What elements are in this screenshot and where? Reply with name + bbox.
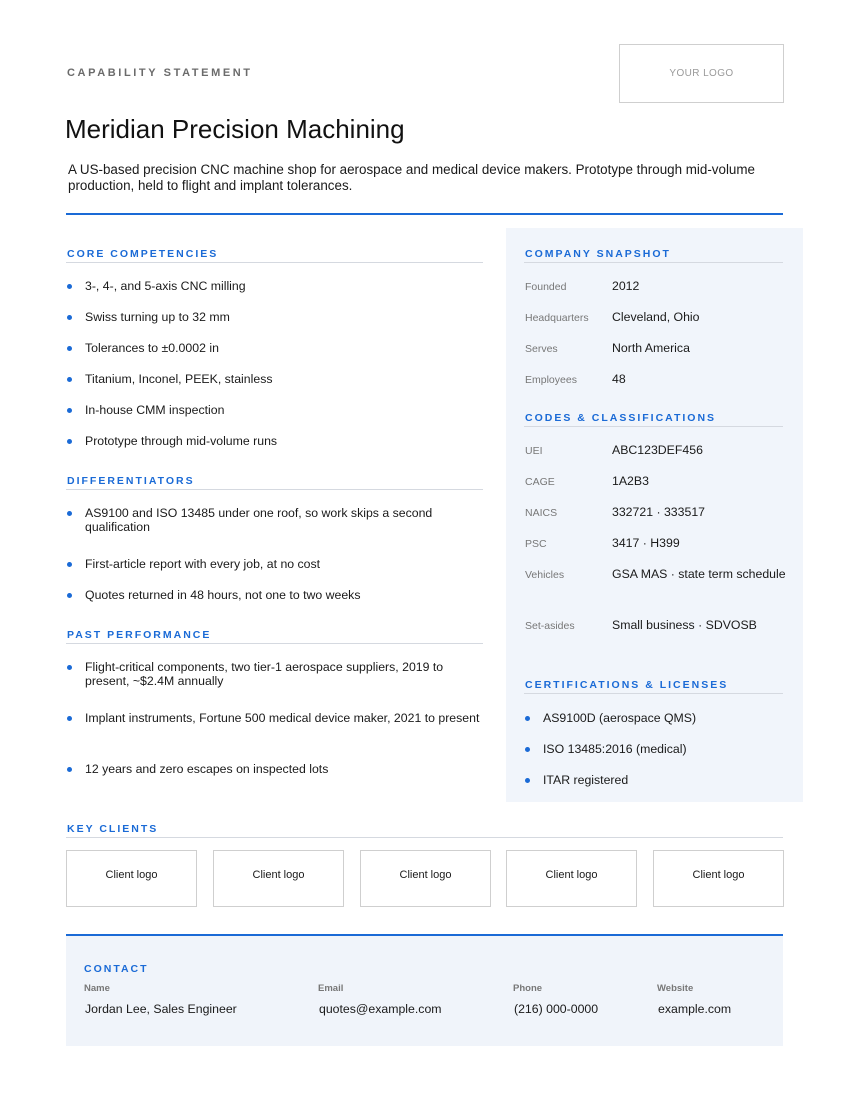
snapshot-value: North America <box>612 341 690 355</box>
differentiator-item: Quotes returned in 48 hours, not one to two weeks <box>85 588 475 602</box>
code-value: ABC123DEF456 <box>612 443 703 457</box>
differentiator-item: AS9100 and ISO 13485 under one roof, so work skips a second qualification <box>85 506 475 534</box>
snapshot-value: 48 <box>612 372 626 386</box>
client-logo-label: Client logo <box>252 869 305 881</box>
certification-item: ITAR registered <box>543 773 773 787</box>
section-divider <box>524 426 783 427</box>
differentiator-item: First-article report with every job, at no cost <box>85 557 475 571</box>
snapshot-key: Serves <box>525 343 558 355</box>
competency-item: Swiss turning up to 32 mm <box>85 310 475 324</box>
code-key: Vehicles <box>525 569 565 581</box>
competency-item: 3-, 4-, and 5-axis CNC milling <box>85 279 475 293</box>
differentiators-heading: DIFFERENTIATORS <box>67 475 195 487</box>
client-logo-label: Client logo <box>692 869 745 881</box>
snapshot-key: Employees <box>525 374 577 386</box>
header-divider <box>66 213 783 215</box>
logo-placeholder-text: YOUR LOGO <box>669 68 734 79</box>
company-intro: A US-based precision CNC machine shop for aerospace and medical device makers. Prototype through mid-volume production, held to flight and implant tolerances. <box>68 162 755 193</box>
key-clients-heading: KEY CLIENTS <box>67 823 159 835</box>
contact-phone-value[interactable]: (216) 000-0000 <box>514 1002 599 1016</box>
competency-item: Titanium, Inconel, PEEK, stainless <box>85 372 475 386</box>
competency-item: Tolerances to ±0.0002 in <box>85 341 475 355</box>
section-divider <box>66 837 783 838</box>
code-key: Set-asides <box>525 620 575 632</box>
contact-name-value: Jordan Lee, Sales Engineer <box>85 1002 237 1016</box>
past-performance-item: Implant instruments, Fortune 500 medical device maker, 2021 to present <box>85 711 480 725</box>
code-value: 1A2B3 <box>612 474 649 488</box>
company-snapshot-heading: COMPANY SNAPSHOT <box>525 248 671 260</box>
contact-name-key: Name <box>84 983 110 994</box>
client-logo-label: Client logo <box>399 869 452 881</box>
code-value: 3417 · H399 <box>612 536 680 550</box>
contact-phone-key: Phone <box>513 983 543 994</box>
section-divider <box>66 262 483 263</box>
code-key: UEI <box>525 445 543 457</box>
section-divider <box>524 693 783 694</box>
code-value: GSA MAS · state term schedule <box>612 567 786 581</box>
client-logo-box <box>506 850 637 907</box>
snapshot-key: Headquarters <box>525 312 589 324</box>
code-value: Small business · SDVOSB <box>612 618 757 632</box>
certifications-heading: CERTIFICATIONS & LICENSES <box>525 679 729 691</box>
logo-placeholder <box>619 44 784 103</box>
code-key: NAICS <box>525 507 558 519</box>
company-name: Meridian Precision Machining <box>65 114 405 144</box>
codes-heading: CODES & CLASSIFICATIONS <box>525 412 717 424</box>
section-divider <box>66 489 483 490</box>
certification-item: ISO 13485:2016 (medical) <box>543 742 773 756</box>
client-logo-box <box>653 850 784 907</box>
past-performance-heading: PAST PERFORMANCE <box>67 629 212 641</box>
client-logo-box <box>213 850 344 907</box>
snapshot-value: Cleveland, Ohio <box>612 310 700 324</box>
code-key: CAGE <box>525 476 555 488</box>
document-type-label: CAPABILITY STATEMENT <box>67 67 253 79</box>
code-value: 332721 · 333517 <box>612 505 705 519</box>
section-divider <box>66 643 483 644</box>
client-logo-box <box>360 850 491 907</box>
competency-item: In-house CMM inspection <box>85 403 475 417</box>
client-logo-label: Client logo <box>545 869 598 881</box>
snapshot-value: 2012 <box>612 279 640 293</box>
client-logo-box <box>66 850 197 907</box>
client-logo-label: Client logo <box>105 869 158 881</box>
competency-item: Prototype through mid-volume runs <box>85 434 475 448</box>
contact-website-value[interactable]: example.com <box>658 1002 732 1016</box>
contact-website-key: Website <box>657 983 694 994</box>
past-performance-item: Flight-critical components, two tier-1 aerospace suppliers, 2019 to present, ~$2.4M annually <box>85 660 480 688</box>
section-divider <box>524 262 783 263</box>
contact-email-value[interactable]: quotes@example.com <box>319 1002 442 1016</box>
code-key: PSC <box>525 538 547 550</box>
core-competencies-heading: CORE COMPETENCIES <box>67 248 219 260</box>
certification-item: AS9100D (aerospace QMS) <box>543 711 773 725</box>
contact-heading: CONTACT <box>84 963 149 975</box>
contact-email-key: Email <box>318 983 344 994</box>
past-performance-item: 12 years and zero escapes on inspected lots <box>85 762 480 776</box>
snapshot-key: Founded <box>525 281 567 293</box>
